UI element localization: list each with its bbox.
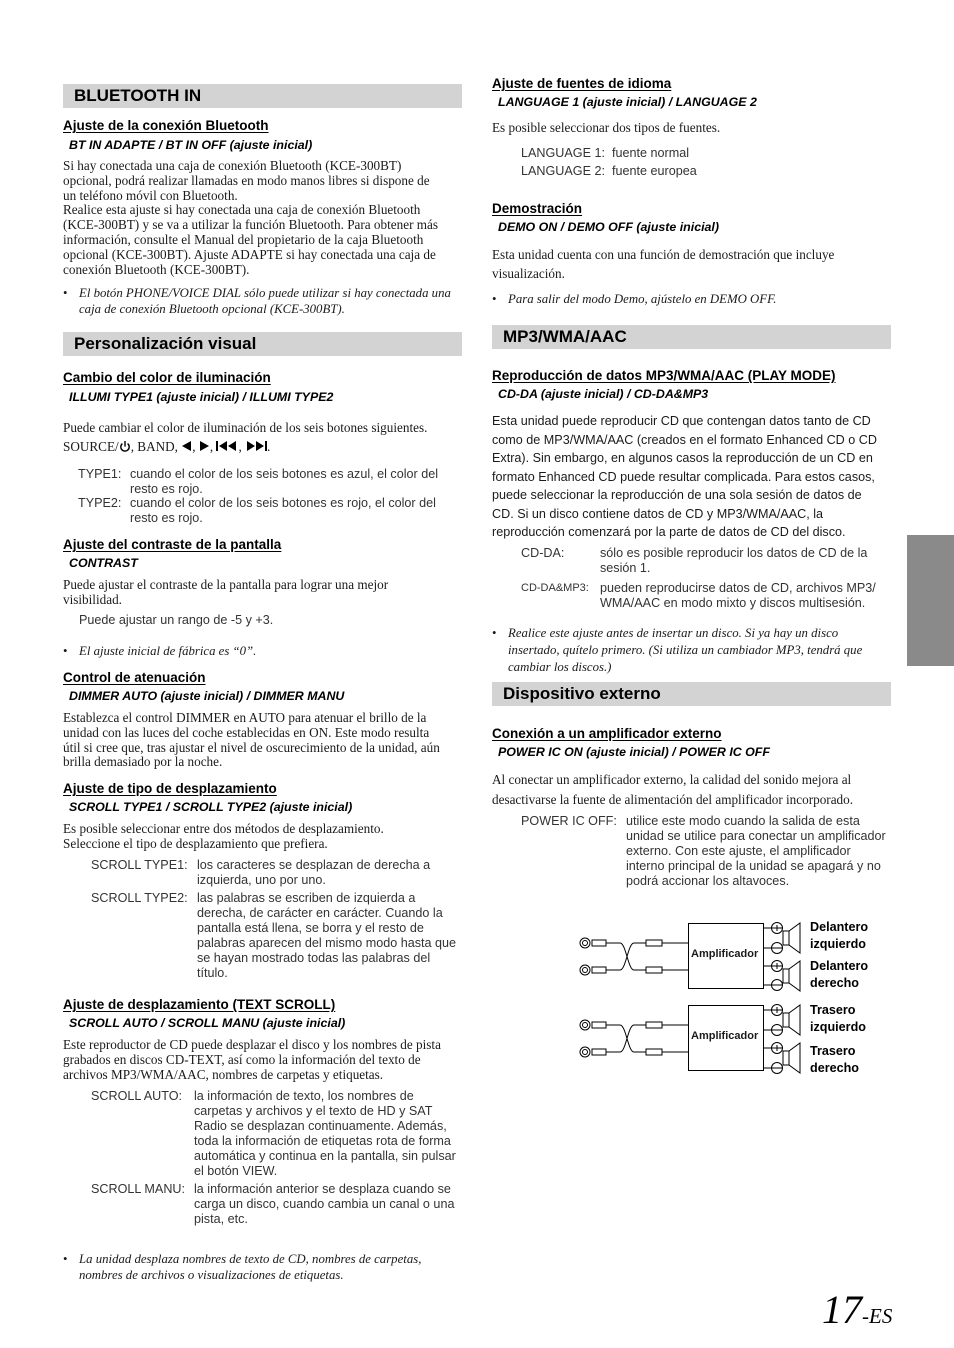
body-line: Seleccione el tipo de desplazamiento que prefiera. [63,835,328,851]
body-line: Puede cambiar el color de iluminación de los seis botones siguientes. [63,420,428,435]
button-list-line: SOURCE/ , BAND, , , , . [63,440,463,457]
note-text: La unidad desplaza nombres de texto de CD, nombres de carpetas, nombres de archivos o visualizaciones de etiquetas. [79,1252,422,1282]
option-line-play-mode: CD-DA (ajuste inicial) / CD-DA&MP3 [498,387,709,401]
section-heading-visual: Personalización visual [74,334,257,353]
bullet-dot: • [63,286,68,300]
contrast-range: Puede ajustar un rango de -5 y +3. [79,613,274,627]
subheading-amplifier: Conexión a un amplificador externo [492,726,722,741]
option-line-demo: DEMO ON / DEMO OFF (ajuste inicial) [498,220,719,234]
def-language2: fuente europea [612,164,697,178]
amplifier-wiring-diagram [578,918,878,1083]
band-label: , BAND, [130,438,182,454]
body-line: visibilidad. [63,591,122,607]
option-line-contrast: CONTRAST [69,556,138,570]
definition-cdda-mp3 [521,581,892,613]
term-cdda: CD-DA: [521,546,565,560]
term-scroll-type1: SCROLL TYPE1: [91,858,188,872]
body-line: un teléfono móvil con Bluetooth. [63,187,238,203]
bluetooth-body [63,159,463,277]
bullet-dot: • [63,1252,68,1266]
speaker-label-front-right: Delantero derecho [810,959,869,990]
def-scroll-type1: los caracteres se desplazan de derecha a izquierda, uno por uno. [197,858,431,887]
def-scroll-auto: la información de texto, los nombres de carpetas y archivos y el texto de HD y SAT Radio se desplazan continuamente. Además, toda la información de etiquetas rota de forma automática y continua en la pantalla, sin pulsar el botón VIEW. [194,1089,456,1178]
option-line-illumination: ILLUMI TYPE1 (ajuste inicial) / ILLUMI TYPE2 [69,390,334,404]
section-heading-bluetooth: BLUETOOTH IN [74,86,202,105]
def-power-ic-off: utilice este modo cuando la salida de esta unidad se utilice para conectar un amplificador externo. Con este ajuste, el amplificador interno principal de la unidad se apagará y no podrá accionar los altavoces. [626,814,886,888]
speaker-label-front-left: Delantero izquierdo [810,920,869,951]
body-line: CD. Si un disco contiene datos de CD y MP3/WMA/AAC, la [492,506,824,521]
term-type1: TYPE1: [78,467,122,481]
body-line: Realice esta ajuste si hay conectada una caja de conexión Bluetooth [63,202,421,218]
subheading-play-mode: Reproducción de datos MP3/WMA/AAC (PLAY MODE) [492,368,836,383]
body-line: formato Enhanced CD puede resultar complicada. Para estos casos, [492,469,875,484]
text-scroll-body [63,1038,463,1082]
text-scroll-note [63,1251,463,1283]
term-type2: TYPE2: [78,496,122,510]
section-heading-external: Dispositivo externo [503,684,661,703]
definition-language1 [521,146,891,162]
body-line: Puede ajustar el contraste de la pantalla para lograr una mejor [63,577,389,592]
definition-type1 [78,467,463,497]
body-line: puede seleccionar la reproducción de una sola sesión de datos de [492,488,862,502]
body-line: brilla demasiado por la noche. [63,754,223,770]
subheading-scroll-type: Ajuste de tipo de desplazamiento [63,781,277,796]
section-heading-mp3: MP3/WMA/AAC [503,327,627,346]
bullet-dot: • [492,626,497,640]
dimmer-body [63,711,463,770]
body-line: útil si cree que, tras ajustar el nivel de oscurecimiento de la unidad, aún [63,739,440,755]
term-language2: LANGUAGE 2: [521,164,605,178]
term-scroll-type2: SCROLL TYPE2: [91,891,188,905]
play-mode-body [492,412,892,542]
amplifier-body [492,770,892,809]
bluetooth-note [63,285,463,317]
body-line: Si hay conectada una caja de conexión Bluetooth (KCE-300BT) [63,158,402,173]
amplifier-label-2: Amplificador [691,1030,759,1042]
contrast-note [63,643,463,659]
def-scroll-manu: la información anterior se desplaza cuando se carga un disco, cuando cambia un canal o una pista, etc. [194,1182,455,1226]
subheading-dimmer: Control de atenuación [63,670,206,685]
demo-note [492,291,892,307]
body-line: Al conectar un amplificador externo, la calidad del sonido mejora al [492,772,852,787]
speaker-label-rear-right: Trasero derecho [810,1044,859,1075]
option-line-bluetooth: BT IN ADAPTE / BT IN OFF (ajuste inicial) [69,138,313,152]
scroll-type-body [63,822,463,852]
def-scroll-type2: las palabras se escriben de izquierda a derecha, de carácter en carácter. Cuando la pantalla está llena, se borra y el resto de palabras aparecen del mismo modo hasta que se hayan mostrado todas las palabras del título. [197,891,457,980]
body-line: visualización. [492,266,565,281]
power-icon [119,440,131,457]
amplifier-box-1 [688,923,764,989]
option-line-text-scroll: SCROLL AUTO / SCROLL MANU (ajuste inicial) [69,1016,346,1030]
definition-type2 [78,496,463,526]
source-label: SOURCE/ [63,438,119,454]
page-number-value: 17 [822,1287,862,1332]
note-text: Para salir del modo Demo, ajústelo en DEMO OFF. [508,292,777,306]
subheading-demo: Demostración [492,201,583,216]
subheading-bluetooth-connection: Ajuste de la conexión Bluetooth [63,118,269,133]
body-line: desactivarse la fuente de alimentación del amplificador incorporado. [492,791,854,807]
term-language1: LANGUAGE 1: [521,146,605,160]
body-line: reproducción comenzará por la parte de datos de CD del disco. [492,525,846,539]
definition-scroll-type1 [91,858,463,890]
definition-language2 [521,164,891,180]
amplifier-label-1: Amplificador [691,948,759,960]
left-arrow-icon [181,440,192,455]
def-cdda: sólo es posible reproducir los datos de CD de la sesión 1. [600,546,868,575]
note-text: El botón PHONE/VOICE DIAL sólo puede utilizar si hay conectada una caja de conexión Bluetooth opcional (KCE-300BT). [79,286,451,316]
body-line: Establezca el control DIMMER en AUTO para atenuar el brillo de la [63,710,427,725]
bullet-dot: • [492,292,497,306]
body-line: Es posible seleccionar entre dos métodos de desplazamiento. [63,821,384,836]
skip-back-icon [216,440,238,455]
section-bar-bluetooth [63,84,462,108]
body-line: grabados en discos CD-TEXT, así como la información del texto de [63,1051,421,1067]
body-line: conexión Bluetooth (KCE-300BT). [63,261,250,277]
section-bar-mp3 [492,325,891,349]
bullet-dot: • [63,644,68,658]
demo-body [492,245,892,283]
body-line: Este reproductor de CD puede desplazar el disco y los nombres de pista [63,1037,441,1052]
page-number [822,1286,892,1340]
subheading-contrast: Ajuste del contraste de la pantalla [63,537,282,552]
subheading-language: Ajuste de fuentes de idioma [492,76,672,91]
term-scroll-manu: SCROLL MANU: [91,1182,186,1196]
speaker-label-rear-left: Trasero izquierdo [810,1003,866,1034]
def-cdda-mp3: pueden reproducirse datos de CD, archivos MP3/ WMA/AAC en modo mixto y discos multisesión. [600,581,876,610]
subheading-illumination: Cambio del color de iluminación [63,370,271,385]
term-cdda-mp3: CD-DA&MP3: [521,582,589,594]
def-language1: fuente normal [612,146,690,160]
body-line: Esta unidad cuenta con una función de demostración que incluye [492,247,835,262]
body-line: opcional, podrá realizar llamadas en modo manos libres si dispone de [63,172,430,188]
note-text: Realice este ajuste antes de insertar un disco. Si ya hay un disco insertado, quítelo primero. (Si utiliza un cambiador MP3, tendrá que cambiar los discos.) [508,626,863,674]
body-line: (KCE-300BT) y se va a utilizar la función Bluetooth. Para obtener más [63,217,439,233]
section-bar-visual [63,332,462,356]
definition-power-ic-off [521,814,891,894]
section-bar-external [492,682,891,706]
def-type2: cuando el color de los seis botones es rojo, el color del resto es rojo. [130,496,436,525]
play-mode-note [492,625,892,676]
amplifier-box-2 [688,1005,764,1071]
option-line-scroll-type: SCROLL TYPE1 / SCROLL TYPE2 (ajuste inicial) [69,800,353,814]
option-line-language: LANGUAGE 1 (ajuste inicial) / LANGUAGE 2 [498,95,757,109]
definition-cdda [521,546,892,578]
option-line-amplifier: POWER IC ON (ajuste inicial) / POWER IC OFF [498,745,770,759]
section-side-tab [907,535,954,666]
body-line: como de MP3/WMA/AAC (creados en el formato Enhanced CD o CD [492,432,877,447]
body-line: archivos MP3/WMA/AAC, nombres de carpetas y etiquetas. [63,1066,384,1082]
page-number-suffix: -ES [862,1304,893,1328]
def-type1: cuando el color de los seis botones es azul, el color del resto es rojo. [130,467,439,496]
body-line: Extra). Sin embargo, en algunos casos la reproducción de un CD en [492,451,873,465]
illumination-body [63,421,463,457]
body-line: información, consulte el Manual del propietario de la caja Bluetooth [63,231,424,247]
definition-scroll-type2 [91,891,463,981]
right-arrow-icon [199,440,210,455]
subheading-text-scroll: Ajuste de desplazamiento (TEXT SCROLL) [63,997,336,1012]
definition-scroll-manu [91,1182,463,1228]
term-power-ic-off: POWER IC OFF: [521,814,617,828]
definition-scroll-auto [91,1089,463,1181]
body-line: opcional (KCE-300BT). Ajuste ADAPTE si hay conectada una caja de [63,246,436,262]
contrast-body [63,578,463,608]
body-line: unidad con las luces del coche establecidas en ON. Este modo resulta [63,724,430,740]
note-text: El ajuste inicial de fábrica es “0”. [79,644,257,658]
term-scroll-auto: SCROLL AUTO: [91,1089,182,1103]
skip-forward-icon [245,440,267,455]
body-line: Esta unidad puede reproducir CD que contengan datos tanto de CD [492,414,871,428]
option-line-dimmer: DIMMER AUTO (ajuste inicial) / DIMMER MANU [69,689,345,703]
language-body: Es posible seleccionar dos tipos de fuentes. [492,120,721,135]
